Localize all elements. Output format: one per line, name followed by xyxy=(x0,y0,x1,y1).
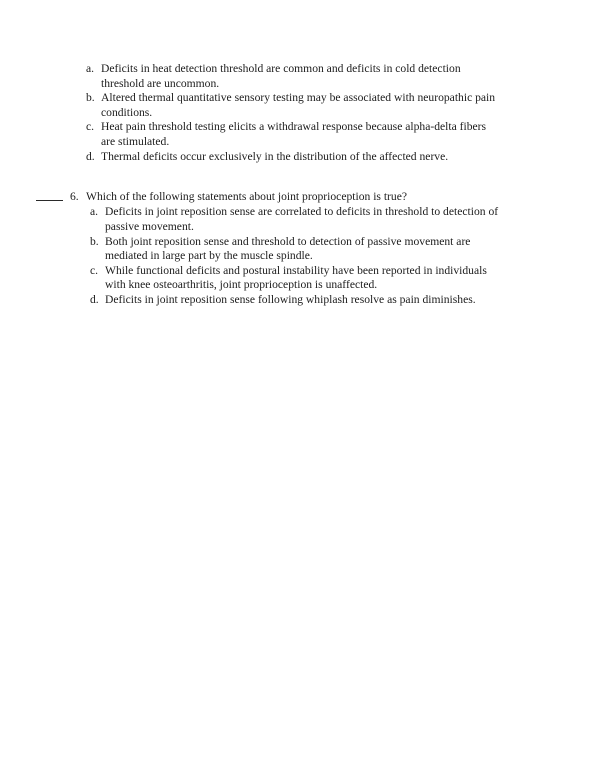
option-item[interactable] xyxy=(0,264,600,293)
option-marker: a. xyxy=(90,205,99,219)
option-text: Deficits in joint reposition sense following whiplash resolve as pain diminishes. xyxy=(105,292,476,306)
option-text: Heat pain threshold testing elicits a withdrawal response because alpha-delta fibers are stimulated. xyxy=(101,120,487,148)
question-stem-row xyxy=(0,190,600,205)
option-marker: b. xyxy=(86,91,95,105)
question-stem-text: Which of the following statements about joint proprioception is true? xyxy=(86,190,408,203)
question-block-6 xyxy=(0,190,600,308)
question-block-continued xyxy=(0,62,600,164)
option-item[interactable] xyxy=(0,91,600,120)
option-marker: c. xyxy=(90,263,99,277)
option-text: While functional deficits and postural instability have been reported in individuals with knee osteoarthritis, joint proprioception is unaffected. xyxy=(105,263,487,292)
question-number: 6. xyxy=(70,190,79,203)
option-text: Deficits in heat detection threshold are common and deficits in cold detection threshold are uncommon. xyxy=(101,62,461,90)
option-marker: d. xyxy=(90,292,99,306)
option-text: Deficits in joint reposition sense are correlated to deficits in threshold to detection of passive movement. xyxy=(105,205,499,233)
option-text: Thermal deficits occur exclusively in the distribution of the affected nerve. xyxy=(101,149,449,163)
option-item[interactable] xyxy=(0,235,600,264)
option-marker: b. xyxy=(90,234,99,248)
option-item[interactable] xyxy=(0,293,600,308)
option-item[interactable] xyxy=(0,62,600,91)
option-marker: a. xyxy=(86,62,95,75)
option-marker: c. xyxy=(86,120,95,134)
answer-blank-line[interactable] xyxy=(36,200,63,201)
option-marker: d. xyxy=(86,149,95,163)
option-text: Both joint reposition sense and threshold to detection of passive movement are mediated in large part by the muscle spindle. xyxy=(105,234,471,263)
option-item[interactable] xyxy=(0,205,600,234)
option-item[interactable] xyxy=(0,150,600,165)
option-item[interactable] xyxy=(0,120,600,149)
option-text: Altered thermal quantitative sensory testing may be associated with neuropathic pain conditions. xyxy=(101,91,496,119)
option-list xyxy=(0,62,600,164)
option-list xyxy=(0,205,600,307)
